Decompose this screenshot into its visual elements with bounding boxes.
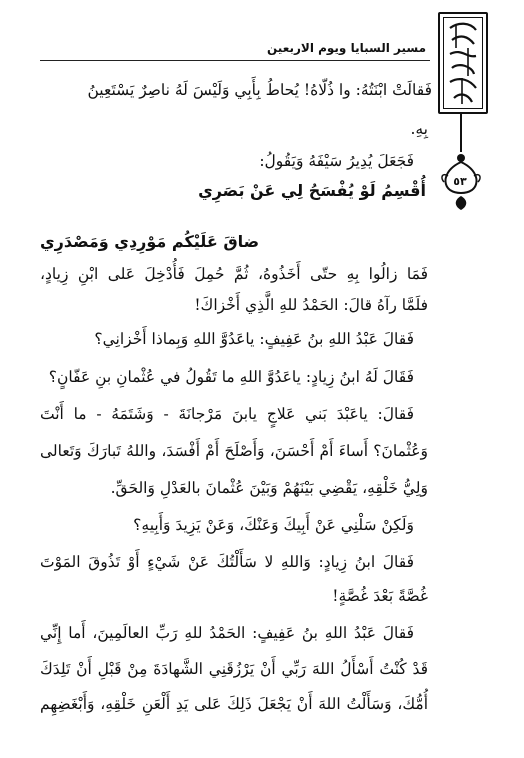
text-line: وَعُثْمانَ؟ أَساءَ أَمْ أَحْسَنَ، وَأَصْلَحَ أَمْ أَفْسَدَ، واللهُ تَبارَكَ وَتَعالى bbox=[40, 442, 428, 460]
text-line: فَجَعَلَ يُدِيرُ سَيْفَهُ وَيَقُولُ: bbox=[259, 152, 414, 170]
text-line: فَقالَ عَبْدُ اللهِ بنُ عَفِيفٍ: ياعَدُوَّ اللهِ وَبِماذا أَخْزانِي؟ bbox=[94, 330, 414, 348]
text-line: غُصَّةً بَعْدَ غُصَّةٍ! bbox=[332, 587, 428, 605]
header-rule bbox=[40, 60, 430, 61]
page-number: ٥٣ bbox=[453, 175, 467, 188]
text-line: فَقالَ ابنُ زِيادٍ: وَاللهِ لا سَأَلْتُكَ عَنْ شَيْءٍ أَوْ تَذُوقَ المَوْتَ bbox=[40, 553, 414, 571]
text-line: فَقالَ: ياعَبْدَ بَني عَلاجٍ يابنَ مَرْجانَةَ - وَشَتَمَهُ - ما أَنْتَ bbox=[40, 405, 414, 423]
text-line: فَقالَ عَبْدُ اللهِ بنُ عَفِيفٍ: الحَمْدُ للهِ رَبِّ العالَمِينَ، أَما إِنِّي bbox=[40, 624, 414, 642]
text-line: بِهِ. bbox=[410, 120, 428, 138]
running-header-title: مسير السبايا ويوم الاربعين bbox=[267, 41, 426, 55]
poem-verse: ضاقَ عَلَيْكُم مَوْرِدِي وَمَصْدَرِي bbox=[40, 232, 260, 251]
text-line: قَدْ كُنْتُ أَسْأَلُ اللهَ رَبِّي أَنْ يَرْزُقَنِي الشَّهادَةَ مِنْ قَبْلِ أَنْ تَلِدَكَ bbox=[40, 660, 428, 678]
book-emblem bbox=[438, 12, 488, 114]
text-line: وَلَكِنْ سَلْنِي عَنْ أَبِيكَ وَعَنْكَ، وَعَنْ يَزِيدَ وَأَبِيهِ؟ bbox=[133, 516, 414, 534]
text-line: أُمُّكَ، وَسَأَلْتُ اللهَ أَنْ يَجْعَلَ ذَلِكَ عَلى يَدِ أَلْعَنِ خَلْقِهِ، وَأَبْغَضِهِم bbox=[40, 695, 428, 713]
text-line: فلَمَّا رآهُ قالَ: الحَمْدُ للهِ الَّذِي أَخْزاكَ! bbox=[194, 296, 428, 314]
ornament-icon bbox=[436, 112, 486, 212]
emblem-calligraphy bbox=[443, 17, 483, 109]
text-line: وَلِيُّ خَلْقِهِ، يَقْضِي بَيْنَهُمْ وَبَيْنَ عُثْمانَ بالعَدْلِ وَالحَقِّ. bbox=[110, 479, 428, 497]
text-line: فَمَا زالُوا بِهِ حتّى أَخَذُوهُ، ثُمَّ حُمِلَ فَأُدْخِلَ عَلى ابْنِ زِيادٍ، bbox=[40, 265, 428, 283]
text-line: فَقالَتْ ابْنَتُهُ: وا ذُلّاهُ! يُحاطُ بِأَبِي وَلَيْسَ لَهُ ناصِرٌ يَسْتَعِينُ bbox=[87, 81, 432, 99]
text-line: فَقَالَ لَهُ ابنُ زِيادٍ: ياعَدُوَّ اللهِ ما تَقُولُ في عُثْمانِ بنِ عَفّانٍ؟ bbox=[48, 368, 414, 386]
poem-verse: أُقْسِمُ لَوْ يُفْسَحُ لِي عَنْ بَصَرِي bbox=[198, 181, 426, 200]
